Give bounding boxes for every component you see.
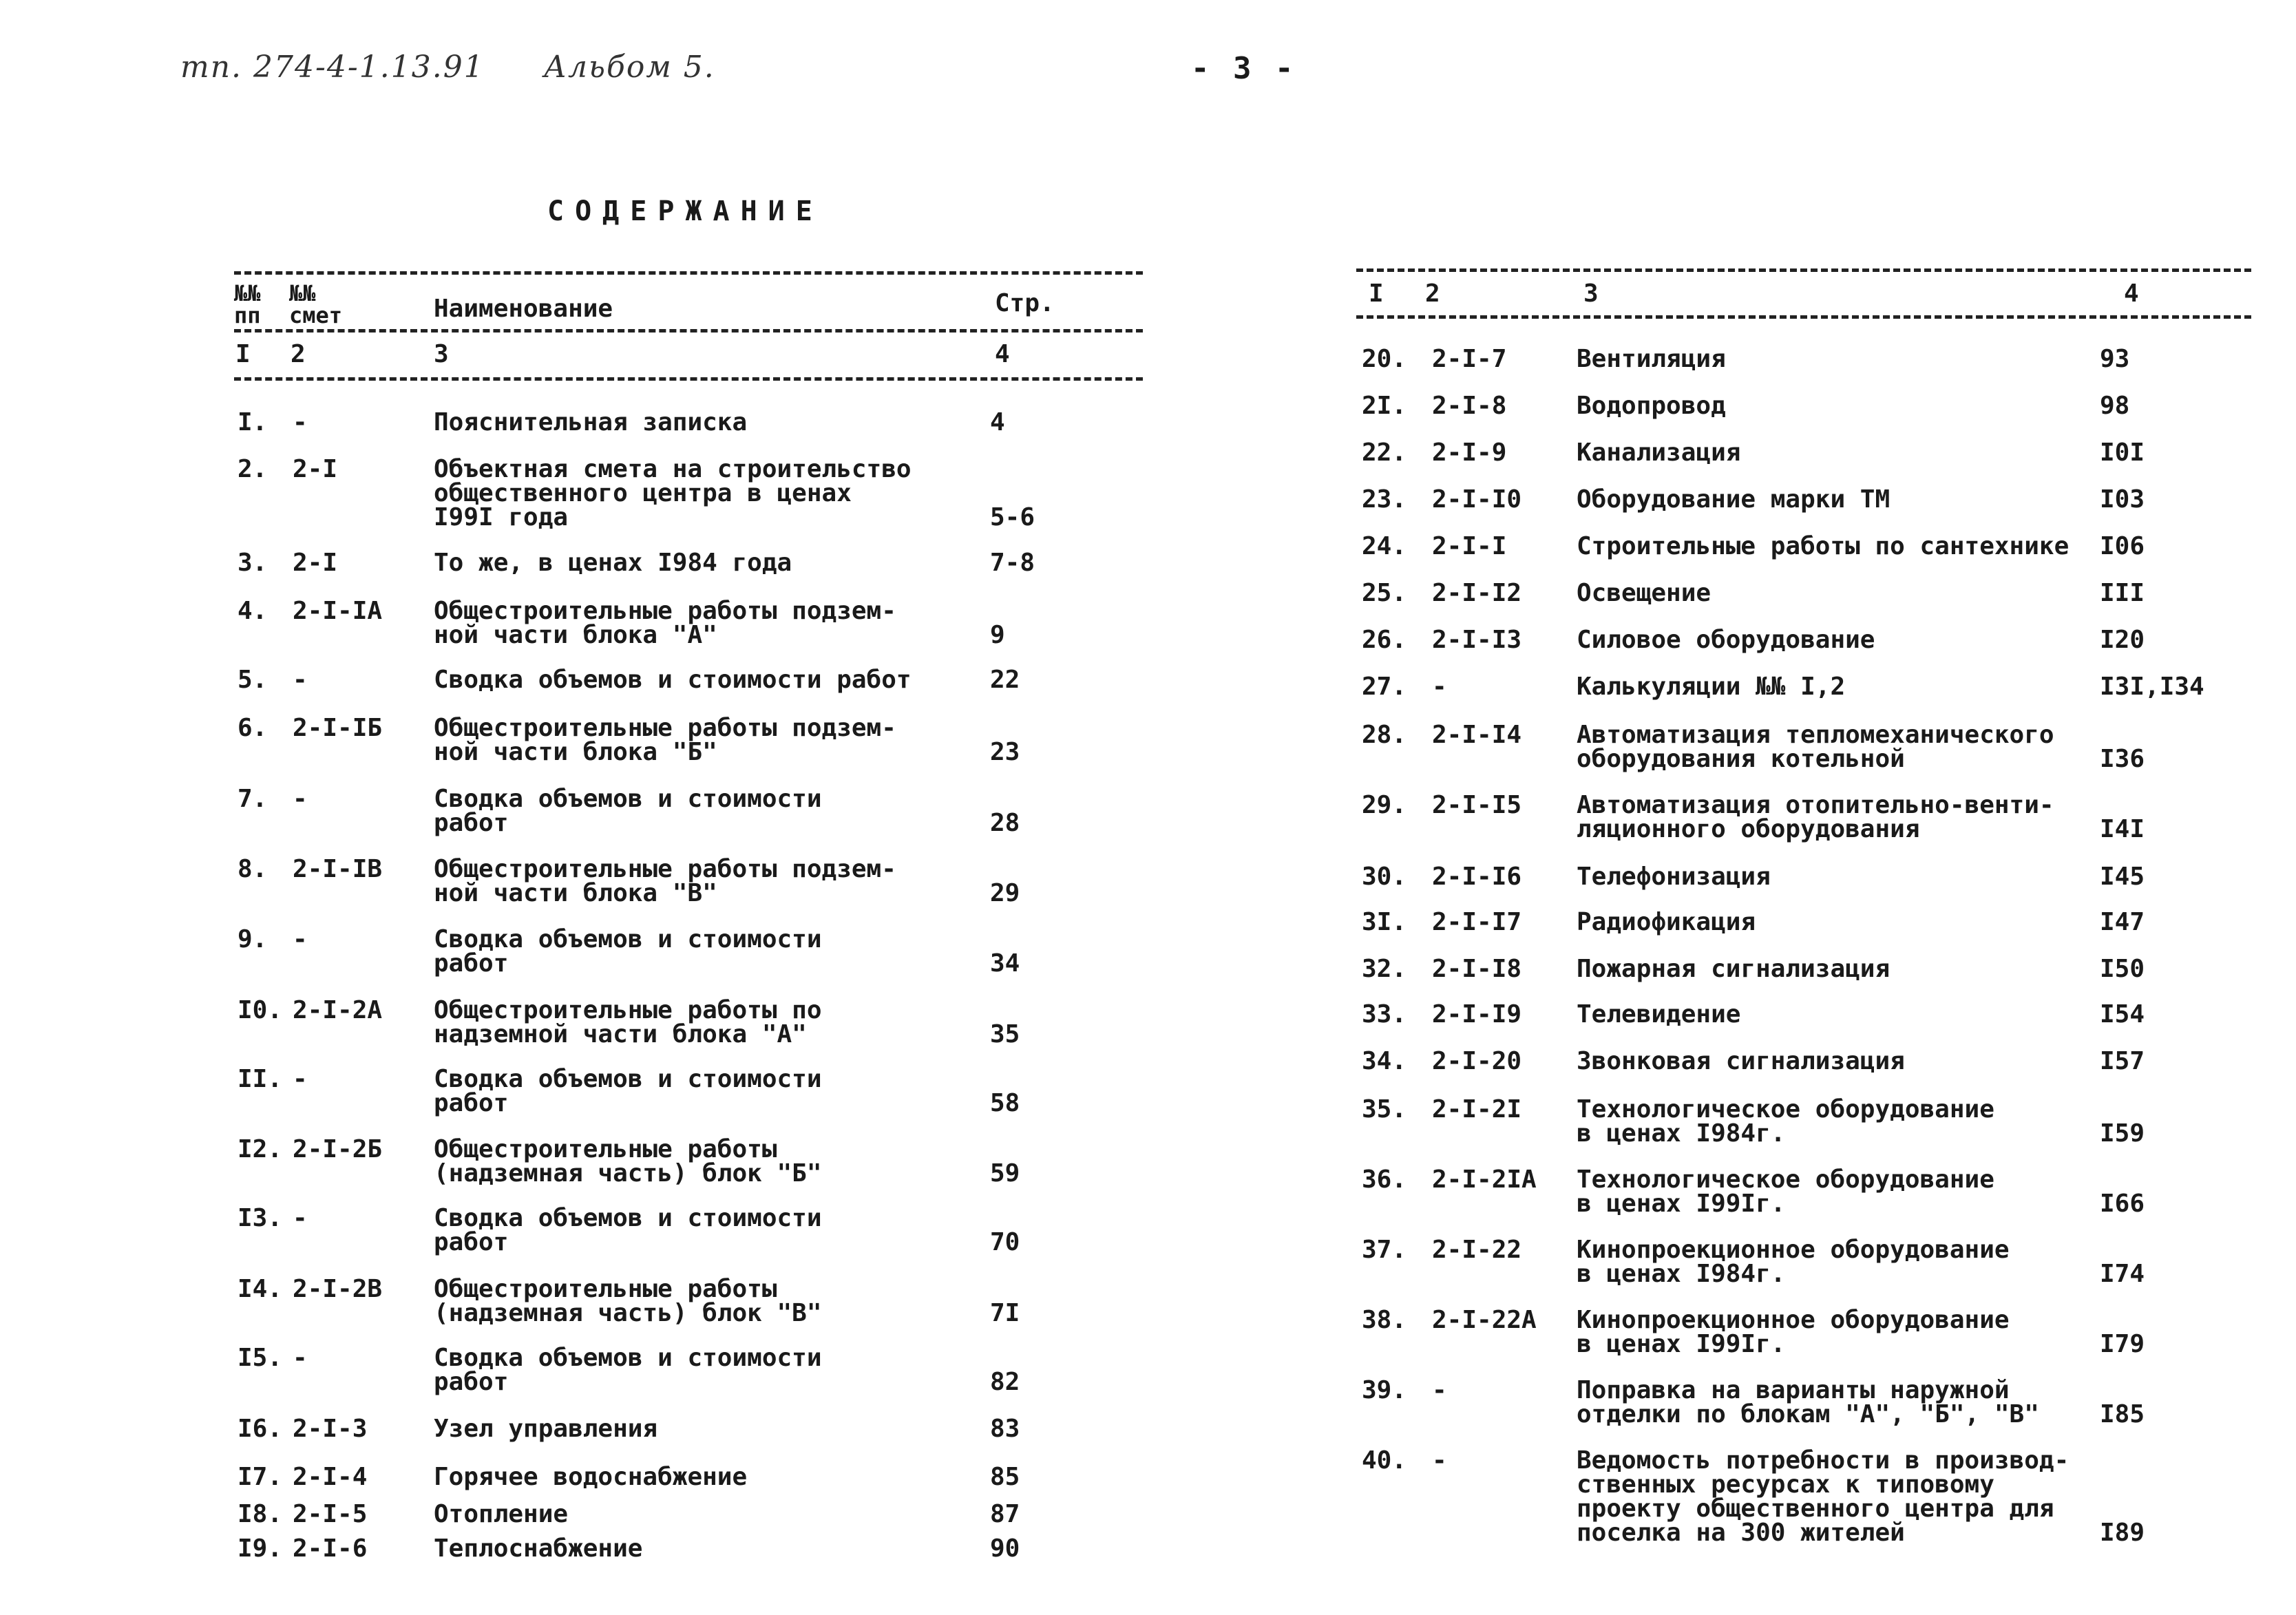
estimate-code: - xyxy=(1432,673,1447,701)
left-header-page: Стр. xyxy=(995,289,1055,317)
row-number: 28. xyxy=(1362,721,1407,749)
row-number: 36. xyxy=(1362,1165,1407,1194)
estimate-code: 2-I-I xyxy=(1432,532,1507,560)
right-rule-bottom xyxy=(1356,315,2251,319)
page-ref: 29 xyxy=(990,879,1020,907)
estimate-code: 2-I xyxy=(293,549,338,577)
row-number: 27. xyxy=(1362,673,1407,701)
row-title: Горячее водоснабжение xyxy=(434,1463,748,1491)
page-ref: 5-6 xyxy=(990,503,1035,531)
page-ref: 93 xyxy=(2100,345,2130,373)
row-title: Сводка объемов и стоимости работ xyxy=(434,1204,822,1256)
row-title: Технологическое оборудование в ценах I984г. xyxy=(1577,1095,1994,1148)
row-title: Ведомость потребности в производ- ственных ресурсах к типовому проекту общественного центра для поселка на 300 жителей xyxy=(1577,1446,2069,1547)
row-number: 33. xyxy=(1362,1000,1407,1028)
row-title: Поправка на варианты наружной отделки по блокам "А", "Б", "В" xyxy=(1577,1376,2039,1428)
estimate-code: 2-I-9 xyxy=(1432,439,1507,467)
right-header-n4: 4 xyxy=(2124,279,2139,308)
row-title: Калькуляции №№ I,2 xyxy=(1577,673,1846,701)
estimate-code: - xyxy=(293,666,308,694)
estimate-code: 2-I-I9 xyxy=(1432,1000,1522,1028)
page-ref: 9 xyxy=(990,621,1005,649)
page-ref: 34 xyxy=(990,949,1020,978)
estimate-code: 2-I xyxy=(293,455,338,483)
row-number: 34. xyxy=(1362,1047,1407,1075)
estimate-code: 2-I-2A xyxy=(293,996,383,1024)
page-ref: I79 xyxy=(2100,1330,2145,1358)
row-number: 35. xyxy=(1362,1095,1407,1123)
estimate-code: 2-I-22A xyxy=(1432,1306,1537,1334)
page-ref: 83 xyxy=(990,1415,1020,1443)
row-number: 6. xyxy=(238,714,268,742)
left-rule-mid xyxy=(234,329,1143,332)
page-ref: I0I xyxy=(2100,439,2145,467)
row-title: Кинопроекционное оборудование в ценах I984г. xyxy=(1577,1236,2010,1288)
row-number: I9. xyxy=(238,1534,283,1563)
estimate-code: - xyxy=(1432,1446,1447,1475)
estimate-code: 2-I-IB xyxy=(293,855,383,883)
row-title: Общестроительные работы подзем- ной части блока "Б" xyxy=(434,714,896,766)
page-ref: I45 xyxy=(2100,863,2145,891)
row-title: Автоматизация тепломеханического оборудования котельной xyxy=(1577,721,2054,773)
page-ref: 59 xyxy=(990,1159,1020,1188)
estimate-code: 2-I-IA xyxy=(293,597,383,625)
page-ref: I03 xyxy=(2100,485,2145,514)
estimate-code: - xyxy=(293,1204,308,1232)
page-ref: 7I xyxy=(990,1299,1020,1327)
row-title: Вентиляция xyxy=(1577,345,1726,373)
page-ref: I59 xyxy=(2100,1119,2145,1148)
row-number: 32. xyxy=(1362,955,1407,983)
estimate-code: 2-I-3 xyxy=(293,1415,368,1443)
left-header-n4: 4 xyxy=(995,340,1010,368)
row-title: Строительные работы по сантехнике xyxy=(1577,532,2069,560)
right-header-n2: 2 xyxy=(1425,279,1440,308)
page-ref: 23 xyxy=(990,738,1020,766)
right-header-n3: 3 xyxy=(1583,279,1599,308)
page-ref: 98 xyxy=(2100,392,2130,420)
page-ref: I57 xyxy=(2100,1047,2145,1075)
right-header-n1: I xyxy=(1369,279,1384,308)
row-title: Сводка объемов и стоимости работ xyxy=(434,666,912,694)
row-number: 40. xyxy=(1362,1446,1407,1475)
estimate-code: 2-I-2IA xyxy=(1432,1165,1537,1194)
row-title: Оборудование марки ТМ xyxy=(1577,485,1890,514)
row-number: 37. xyxy=(1362,1236,1407,1264)
page-ref: I36 xyxy=(2100,745,2145,773)
row-number: I5. xyxy=(238,1344,283,1372)
estimate-code: 2-I-I8 xyxy=(1432,955,1522,983)
estimate-code: 2-I-I4 xyxy=(1432,721,1522,749)
page-ref: 28 xyxy=(990,809,1020,837)
page-ref: I47 xyxy=(2100,908,2145,936)
row-number: 3I. xyxy=(1362,908,1407,936)
page-ref: I06 xyxy=(2100,532,2145,560)
row-number: 39. xyxy=(1362,1376,1407,1404)
estimate-code: 2-I-2B xyxy=(293,1275,383,1303)
left-header-n2: 2 xyxy=(291,340,306,368)
row-number: 5. xyxy=(238,666,268,694)
row-title: Сводка объемов и стоимости работ xyxy=(434,1065,822,1117)
estimate-code: - xyxy=(293,1065,308,1093)
row-number: I8. xyxy=(238,1500,283,1528)
estimate-code: 2-I-I3 xyxy=(1432,626,1522,654)
document-stamp xyxy=(180,50,715,85)
row-title: Телевидение xyxy=(1577,1000,1741,1028)
row-number: 26. xyxy=(1362,626,1407,654)
estimate-code: - xyxy=(293,1344,308,1372)
estimate-code: 2-I-20 xyxy=(1432,1047,1522,1075)
page-ref: III xyxy=(2100,579,2145,607)
row-number: 4. xyxy=(238,597,268,625)
page-ref: 4 xyxy=(990,408,1005,436)
left-header-name: Наименование xyxy=(434,295,613,323)
page-ref: 87 xyxy=(990,1500,1020,1528)
estimate-code: - xyxy=(293,925,308,953)
page-ref: 70 xyxy=(990,1228,1020,1256)
row-number: 30. xyxy=(1362,863,1407,891)
row-number: I6. xyxy=(238,1415,283,1443)
estimate-code: 2-I-5 xyxy=(293,1500,368,1528)
estimate-code: 2-I-2Б xyxy=(293,1135,383,1163)
page-ref: 90 xyxy=(990,1534,1020,1563)
row-title: Узел управления xyxy=(434,1415,658,1443)
row-number: 25. xyxy=(1362,579,1407,607)
album-label: Альбом 5. xyxy=(543,50,715,85)
row-number: I. xyxy=(238,408,268,436)
row-title: Общестроительные работы (надземная часть) блок "В" xyxy=(434,1275,822,1327)
row-number: 3. xyxy=(238,549,268,577)
estimate-code: 2-I-I5 xyxy=(1432,791,1522,819)
row-title: Радиофикация xyxy=(1577,908,1756,936)
row-title: Отопление xyxy=(434,1500,569,1528)
page-title: СОДЕРЖАНИЕ xyxy=(547,196,823,227)
estimate-code: - xyxy=(293,785,308,813)
row-number: I7. xyxy=(238,1463,283,1491)
document-code: тп. 274-4-1.13.91 xyxy=(180,50,485,85)
left-rule-top xyxy=(234,271,1143,275)
estimate-code: 2-I-I0 xyxy=(1432,485,1522,514)
left-header-n1: I xyxy=(235,340,251,368)
right-rule-top xyxy=(1356,268,2251,272)
page-ref: 7-8 xyxy=(990,549,1035,577)
row-number: 2I. xyxy=(1362,392,1407,420)
row-number: I0. xyxy=(238,996,283,1024)
page-ref: 35 xyxy=(990,1020,1020,1048)
left-header-n3: 3 xyxy=(434,340,449,368)
row-number: 23. xyxy=(1362,485,1407,514)
estimate-code: 2-I-I7 xyxy=(1432,908,1522,936)
page-ref: I89 xyxy=(2100,1519,2145,1547)
left-header-code: №№ смет xyxy=(289,280,343,328)
row-title: Пояснительная записка xyxy=(434,408,748,436)
row-number: I2. xyxy=(238,1135,283,1163)
row-title: Общестроительные работы подзем- ной части блока "В" xyxy=(434,855,896,907)
row-title: Автоматизация отопительно-венти- ляционного оборудования xyxy=(1577,791,2054,843)
row-number: I4. xyxy=(238,1275,283,1303)
row-title: Телефонизация xyxy=(1577,863,1771,891)
row-title: Общестроительные работы подзем- ной части блока "А" xyxy=(434,597,896,649)
page-ref: I74 xyxy=(2100,1260,2145,1288)
estimate-code: - xyxy=(1432,1376,1447,1404)
page-ref: I66 xyxy=(2100,1190,2145,1218)
page-ref: I50 xyxy=(2100,955,2145,983)
page-ref: I54 xyxy=(2100,1000,2145,1028)
estimate-code: 2-I-I6 xyxy=(1432,863,1522,891)
row-number: 9. xyxy=(238,925,268,953)
page-ref: I3I,I34 xyxy=(2100,673,2204,701)
row-title: Теплоснабжение xyxy=(434,1534,643,1563)
row-title: Силовое оборудование xyxy=(1577,626,1875,654)
estimate-code: 2-I-I2 xyxy=(1432,579,1522,607)
row-number: I3. xyxy=(238,1204,283,1232)
estimate-code: 2-I-8 xyxy=(1432,392,1507,420)
estimate-code: 2-I-2I xyxy=(1432,1095,1522,1123)
row-title: Кинопроекционное оборудование в ценах I99Iг. xyxy=(1577,1306,2010,1358)
row-number: 38. xyxy=(1362,1306,1407,1334)
page-ref: 58 xyxy=(990,1089,1020,1117)
left-header-num: №№ пп xyxy=(234,280,261,328)
page-ref: 82 xyxy=(990,1368,1020,1396)
page-ref: I4I xyxy=(2100,815,2145,843)
estimate-code: 2-I-7 xyxy=(1432,345,1507,373)
page-ref: I85 xyxy=(2100,1400,2145,1428)
row-number: 22. xyxy=(1362,439,1407,467)
page-ref: 85 xyxy=(990,1463,1020,1491)
estimate-code: 2-I-4 xyxy=(293,1463,368,1491)
row-number: 8. xyxy=(238,855,268,883)
page-ref: I20 xyxy=(2100,626,2145,654)
row-number: 29. xyxy=(1362,791,1407,819)
row-number: 20. xyxy=(1362,345,1407,373)
row-title: Общестроительные работы по надземной части блока "А" xyxy=(434,996,822,1048)
page-number: - 3 - xyxy=(1191,51,1296,86)
row-number: 24. xyxy=(1362,532,1407,560)
row-title: Сводка объемов и стоимости работ xyxy=(434,1344,822,1396)
row-title: Технологическое оборудование в ценах I99Iг. xyxy=(1577,1165,1994,1218)
row-number: II. xyxy=(238,1065,283,1093)
row-title: Канализация xyxy=(1577,439,1741,467)
row-title: Водопровод xyxy=(1577,392,1726,420)
left-rule-bottom xyxy=(234,377,1143,381)
row-title: Звонковая сигнализация xyxy=(1577,1047,1905,1075)
row-title: Пожарная сигнализация xyxy=(1577,955,1890,983)
estimate-code: 2-I-IБ xyxy=(293,714,383,742)
row-title: Объектная смета на строительство общественного центра в ценах I99I года xyxy=(434,455,912,531)
row-title: Освещение xyxy=(1577,579,1712,607)
row-number: 2. xyxy=(238,455,268,483)
row-number: 7. xyxy=(238,785,268,813)
row-title: Сводка объемов и стоимости работ xyxy=(434,785,822,837)
row-title: Общестроительные работы (надземная часть) блок "Б" xyxy=(434,1135,822,1188)
row-title: Сводка объемов и стоимости работ xyxy=(434,925,822,978)
estimate-code: 2-I-22 xyxy=(1432,1236,1522,1264)
page-ref: 22 xyxy=(990,666,1020,694)
estimate-code: 2-I-6 xyxy=(293,1534,368,1563)
row-title: То же, в ценах I984 года xyxy=(434,549,792,577)
estimate-code: - xyxy=(293,408,308,436)
